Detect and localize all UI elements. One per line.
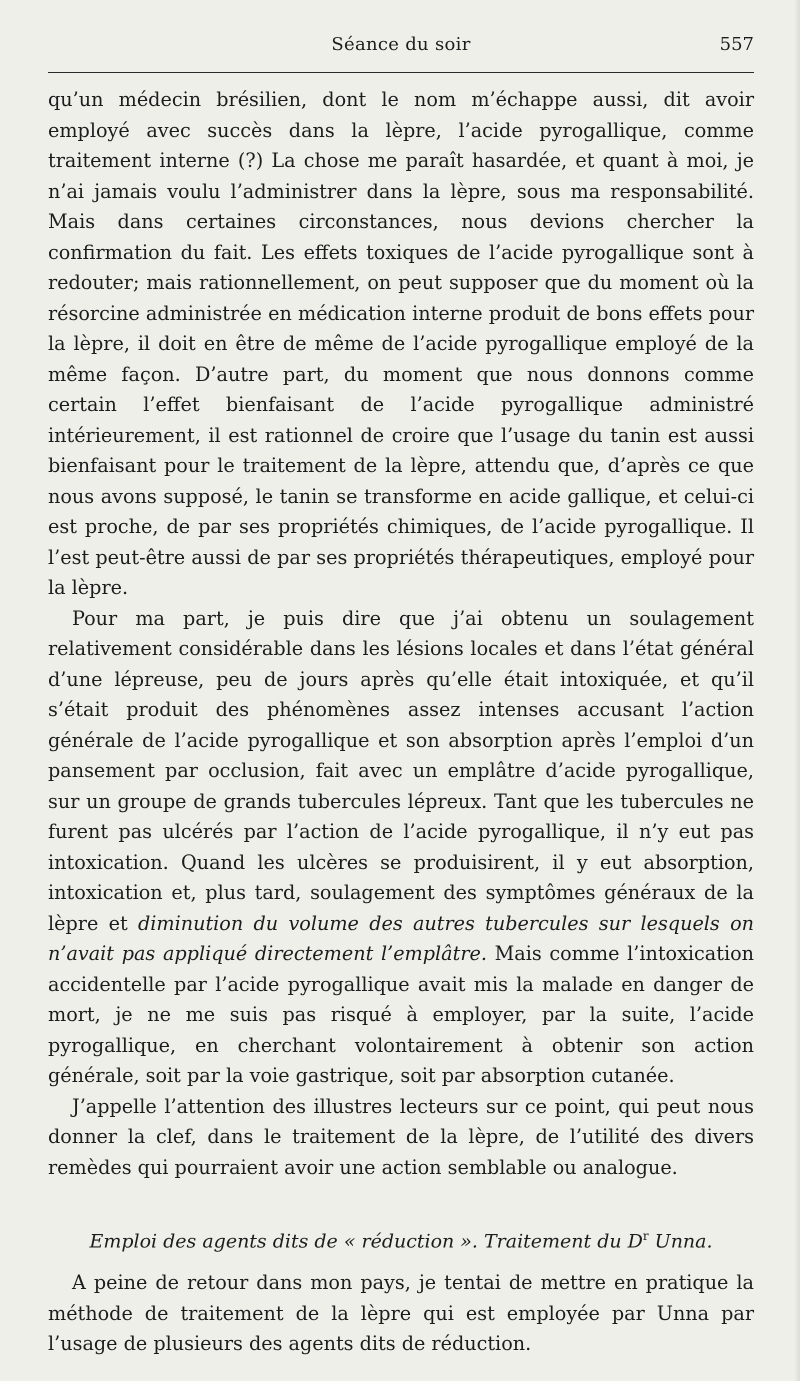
header-rule (48, 72, 754, 73)
section-title-part1: Emploi des agents dits de « réduction ». Traitement du D (89, 1230, 643, 1253)
running-title: Séance du soir (331, 34, 471, 55)
paragraph-2-end: Mais comme l’intoxication accidentelle par l’acide pyrogallique avait mis la malade en danger de mort, je ne me suis pas risqué à employer, par la suite, l’acide pyrogallique, en cherchant volontairement à obtenir son action générale, soit par la voie gastrique, soit par absorption cutanée. (48, 942, 754, 1087)
page-number: 557 (719, 34, 754, 55)
body-text (48, 85, 754, 1360)
paragraph-1: qu’un médecin brésilien, dont le nom m’échappe aussi, dit avoir employé avec succès dans la lèpre, l’acide pyrogallique, comme traitement interne (?) La chose me paraît hasardée, et quant à moi, je n’ai jamais voulu l’administrer dans la lèpre, sous ma responsabilité. Mais dans certaines circonstances, nous devions chercher la confirmation du fait. Les effets toxiques de l’acide pyrogallique sont à redouter; mais rationnellement, on peut supposer que du moment où la résorcine administrée en médication interne produit de bons effets pour la lèpre, il doit en être de même de l’acide pyrogallique employé de la même façon. D’autre part, du moment que nous donnons comme certain l’effet bienfaisant de l’acide pyrogallique administré intérieurement, il est rationnel de croire que l’usage du tanin est aussi bienfaisant pour le traitement de la lèpre, attendu que, d’après ce que nous avons supposé, le tanin se transforme en acide gallique, et celui-ci est proche, de par ses propriétés chimiques, de l’acide pyrogallique. Il l’est peut-être aussi de par ses propriétés thérapeutiques, employé pour la lèpre. (48, 88, 754, 599)
paragraph-2-start: Pour ma part, je puis dire que j’ai obtenu un soulagement relativement considérable dans les lésions locales et dans l’état général d’une lépreuse, peu de jours après qu’elle était intoxiquée, et qu’il s’était produit des phénomènes assez intenses accusant l’action générale de l’acide pyrogallique et son absorption après l’emploi d’un pansement par occlusion, fait avec un emplâtre d’acide pyrogallique, sur un groupe de grands tubercules lépreux. Tant que les tubercules ne furent pas ulcérés par l’action de l’acide pyrogallique, il n’y eut pas intoxication. Quand les ulcères se produisirent, il y eut absorption, intoxication et, plus tard, soulagement des symptômes généraux de la lèpre et (48, 606, 754, 935)
paragraph-2-italic: diminution du volume des autres tubercules sur lesquels on n’avait pas appliqué directement l’emplâtre. (48, 911, 754, 965)
paragraph-2 (48, 604, 754, 1092)
section-title (48, 1229, 754, 1252)
running-head (48, 30, 754, 60)
section-title-sup: r (642, 1229, 649, 1243)
paragraph-4: A peine de retour dans mon pays, je tentai de mettre en pratique la méthode de traitement de la lèpre qui est employée par Unna par l’usage de plusieurs des agents dits de réduction. (48, 1271, 754, 1356)
paragraph-3: J’appelle l’attention des illustres lecteurs sur ce point, qui peut nous donner la clef, dans le traitement de la lèpre, de l’utilité des divers remèdes qui pourraient avoir une action semblable ou analogue. (48, 1094, 754, 1179)
scan-edge-shadow (794, 0, 800, 1381)
section-title-part2: Unna. (648, 1230, 713, 1253)
